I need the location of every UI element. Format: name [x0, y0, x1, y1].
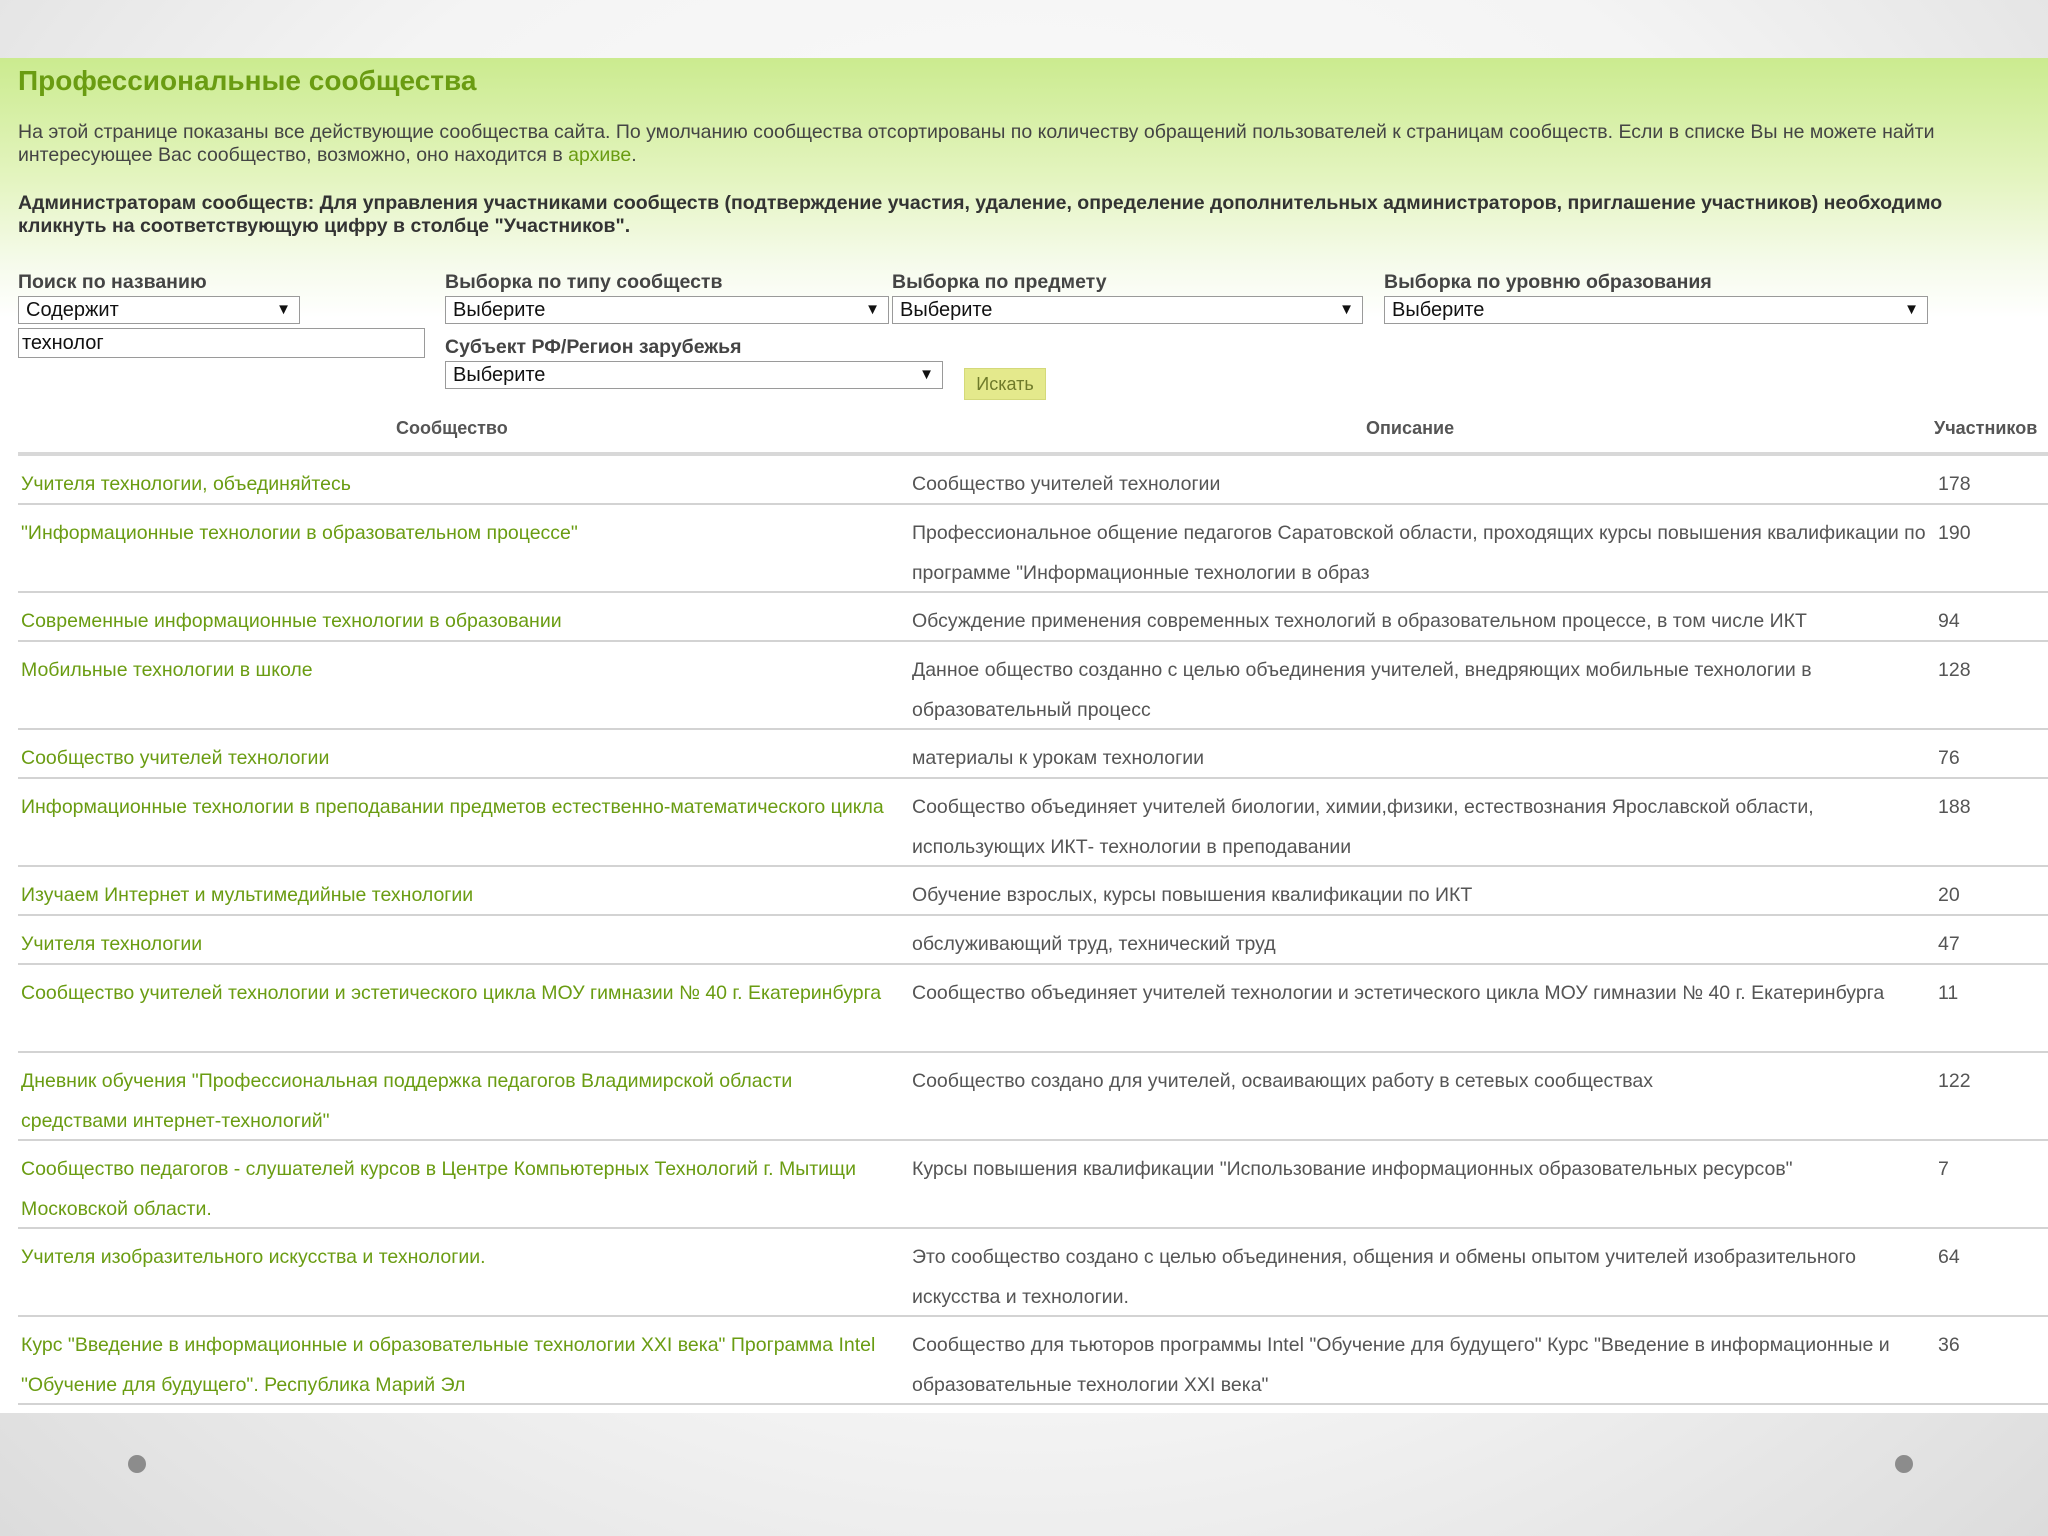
- community-link[interactable]: Учителя технологии, объединяйтесь: [21, 473, 351, 495]
- subject-select[interactable]: [892, 296, 1363, 324]
- community-link[interactable]: Сообщество учителей технологии и эстетического цикла МОУ гимназии № 40 г. Екатеринбурга: [21, 982, 882, 1004]
- chevron-down-icon: ▼: [1339, 301, 1354, 318]
- name-search-label: Поиск по названию: [18, 271, 207, 293]
- chevron-down-icon: ▼: [919, 366, 934, 383]
- community-link[interactable]: Сообщество учителей технологии: [21, 747, 330, 769]
- table-row: [18, 1317, 2048, 1405]
- table-row: [18, 916, 2048, 965]
- members-count[interactable]: 76: [1938, 747, 1960, 769]
- table-row: [18, 642, 2048, 730]
- chevron-down-icon: ▼: [276, 301, 291, 318]
- table-row: [18, 1141, 2048, 1229]
- community-type-label: Выборка по типу сообществ: [445, 271, 723, 293]
- community-description: обслуживающий труд, технический труд: [912, 933, 1276, 955]
- members-count[interactable]: 128: [1938, 659, 1971, 681]
- archive-link[interactable]: архиве: [568, 144, 632, 166]
- slide-bullet-left: [128, 1455, 146, 1473]
- table-row: [18, 965, 2048, 1053]
- community-link[interactable]: Мобильные технологии в школе: [21, 659, 313, 681]
- admin-note: Администраторам сообществ: Для управления участниками сообществ (подтверждение участия, удаление, определение дополнительных администраторов, приглашение участников) необходимо кликнуть на соответствующую цифру в столбце "Участников".: [18, 192, 1943, 237]
- name-search-mode-select[interactable]: [18, 296, 300, 324]
- community-link[interactable]: Учителя изобразительного искусства и технологии.: [21, 1246, 486, 1268]
- table-row: [18, 456, 2048, 505]
- chevron-down-icon: ▼: [865, 301, 880, 318]
- members-count[interactable]: 47: [1938, 933, 1960, 955]
- community-link[interactable]: Курс "Введение в информационные и образовательные технологии XXI века" Программа Intel "Обучение для будущего". Республика Марий Эл: [21, 1334, 876, 1396]
- community-description: Профессиональное общение педагогов Саратовской области, проходящих курсы повышения квалификации по программе "Информационные технологии в образ: [912, 522, 1926, 584]
- community-description: Данное общество созданно с целью объединения учителей, внедряющих мобильные технологии в образовательный процесс: [912, 659, 1812, 721]
- community-link[interactable]: Сообщество педагогов - слушателей курсов в Центре Компьютерных Технологий г. Мытищи Московской области.: [21, 1158, 856, 1220]
- members-count[interactable]: 94: [1938, 610, 1960, 632]
- members-count[interactable]: 178: [1938, 473, 1971, 495]
- search-button[interactable]: Искать: [964, 368, 1046, 400]
- community-type-select[interactable]: [445, 296, 889, 324]
- table-row: [18, 593, 2048, 642]
- intro-end: .: [631, 144, 637, 166]
- table-row: [18, 779, 2048, 867]
- community-description: Сообщество объединяет учителей технологии и эстетического цикла МОУ гимназии № 40 г. Екатеринбурга: [912, 982, 1885, 1004]
- table-row: [18, 1053, 2048, 1141]
- community-description: материалы к урокам технологии: [912, 747, 1204, 769]
- community-description: Это сообщество создано с целью объединения, общения и обмены опытом учителей изобразительного искусства и технологии.: [912, 1246, 1856, 1308]
- name-search-mode-value: Содержит: [26, 299, 119, 321]
- subject-label: Выборка по предмету: [892, 271, 1107, 293]
- members-count[interactable]: 190: [1938, 522, 1971, 544]
- region-select[interactable]: [445, 361, 943, 389]
- table-row: [18, 730, 2048, 779]
- column-header-community[interactable]: Сообщество: [396, 418, 508, 438]
- chevron-down-icon: ▼: [1904, 301, 1919, 318]
- page-title: Профессиональные сообщества: [18, 65, 477, 96]
- community-link[interactable]: Информационные технологии в преподавании предметов естественно-математического цикла: [21, 796, 884, 818]
- community-description: Курсы повышения квалификации "Использование информационных образовательных ресурсов": [912, 1158, 1793, 1180]
- communities-table: [18, 452, 2048, 1405]
- community-description: Обсуждение применения современных технологий в образовательном процессе, в том числе ИКТ: [912, 610, 1807, 632]
- intro-body: На этой странице показаны все действующие сообщества сайта. По умолчанию сообщества отсортированы по количеству обращений пользователей к страницам сообществ. Если в списке Вы не можете найти интересующее Вас сообщество, возможно, оно находится в: [18, 121, 1935, 166]
- members-count[interactable]: 20: [1938, 884, 1960, 906]
- table-row: [18, 1229, 2048, 1317]
- subject-value: Выберите: [900, 299, 993, 321]
- members-count[interactable]: 122: [1938, 1070, 1971, 1092]
- community-description: Обучение взрослых, курсы повышения квалификации по ИКТ: [912, 884, 1473, 906]
- members-count[interactable]: 64: [1938, 1246, 1960, 1268]
- community-link[interactable]: "Информационные технологии в образовательном процессе": [21, 522, 578, 544]
- community-link[interactable]: Изучаем Интернет и мультимедийные технологии: [21, 884, 474, 906]
- column-header-members[interactable]: Участников: [1934, 418, 2038, 438]
- members-count[interactable]: 11: [1938, 982, 1959, 1004]
- members-count[interactable]: 36: [1938, 1334, 1960, 1356]
- table-row: [18, 867, 2048, 916]
- region-value: Выберите: [453, 364, 546, 386]
- community-description: Сообщество создано для учителей, осваивающих работу в сетевых сообществах: [912, 1070, 1653, 1092]
- column-header-description[interactable]: Описание: [1366, 418, 1455, 438]
- community-link[interactable]: Учителя технологии: [21, 933, 203, 955]
- community-link[interactable]: Современные информационные технологии в образовании: [21, 610, 562, 632]
- name-search-input[interactable]: технолог: [18, 328, 425, 358]
- community-description: Сообщество объединяет учителей биологии, химии,физики, естествознания Ярославской области, использующих ИКТ- технологии в преподавании: [912, 796, 1814, 858]
- region-label: Субъект РФ/Регион зарубежья: [445, 336, 742, 358]
- members-count[interactable]: 188: [1938, 796, 1971, 818]
- education-level-label: Выборка по уровню образования: [1384, 271, 1712, 293]
- slide-bullet-right: [1895, 1455, 1913, 1473]
- intro-text: [18, 121, 2028, 167]
- community-link[interactable]: Дневник обучения "Профессиональная поддержка педагогов Владимирской области средствами интернет-технологий": [21, 1070, 793, 1132]
- education-level-select[interactable]: [1384, 296, 1928, 324]
- education-level-value: Выберите: [1392, 299, 1485, 321]
- members-count[interactable]: 7: [1938, 1158, 1949, 1180]
- table-row: [18, 505, 2048, 593]
- community-description: Сообщество для тьюторов программы Intel "Обучение для будущего" Курс "Введение в информационные и образовательные технологии XXI века": [912, 1334, 1890, 1396]
- content-panel: [0, 58, 2048, 1413]
- community-description: Сообщество учителей технологии: [912, 473, 1221, 495]
- community-type-value: Выберите: [453, 299, 546, 321]
